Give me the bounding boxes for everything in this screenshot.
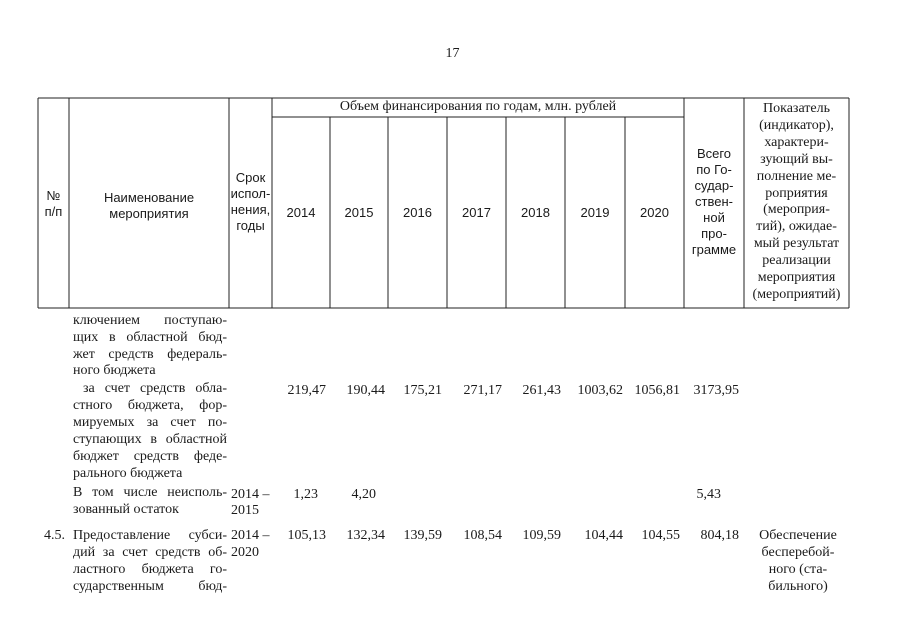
item-4-5-indicator: Обеспечение bbox=[759, 528, 837, 543]
item-4-5-indicator: бесперебой- bbox=[761, 545, 835, 560]
continuation-line: жет средств федераль- bbox=[73, 347, 227, 362]
regional-value-2017: 271,17 bbox=[463, 383, 502, 398]
header-year-2014: 2014 bbox=[286, 205, 316, 220]
item-4-5-line: ластного бюджета го- bbox=[73, 562, 227, 577]
item-4-5-value-2019: 104,44 bbox=[584, 528, 623, 543]
regional-line: мируемых за счет по- bbox=[73, 415, 227, 430]
header-year-2018: 2018 bbox=[521, 205, 550, 220]
regional-line: стного бюджета, фор- bbox=[73, 398, 227, 413]
regional-total: 3173,95 bbox=[693, 383, 739, 398]
regional-line: за счет средств обла- bbox=[83, 381, 227, 396]
item-4-5-term: 2014 – bbox=[231, 528, 270, 543]
regional-value-2019: 1003,62 bbox=[577, 383, 623, 398]
unused-value-2015: 4,20 bbox=[351, 487, 376, 502]
item-4-5-total: 804,18 bbox=[700, 528, 739, 543]
header-term: Срок испол- нения, годы bbox=[230, 170, 271, 233]
regional-line: рального бюджета bbox=[73, 466, 183, 481]
unused-term: 2015 bbox=[231, 503, 259, 518]
regional-line: ступающих в областной bbox=[73, 432, 227, 447]
continuation-line: ключением поступаю- bbox=[73, 313, 227, 328]
item-4-5-line: сударственным бюд- bbox=[73, 579, 227, 594]
item-4-5-value-2016: 139,59 bbox=[403, 528, 442, 543]
regional-value-2018: 261,43 bbox=[522, 383, 561, 398]
item-4-5-value-2015: 132,34 bbox=[346, 528, 385, 543]
item-4-5-value-2014: 105,13 bbox=[287, 528, 326, 543]
header-year-2016: 2016 bbox=[403, 205, 432, 220]
item-4-5-line: Предоставление субси- bbox=[73, 528, 227, 543]
header-year-2015: 2015 bbox=[344, 205, 374, 220]
continuation-line: ного бюджета bbox=[73, 363, 156, 378]
regional-value-2020: 1056,81 bbox=[634, 383, 680, 398]
regional-value-2016: 175,21 bbox=[403, 383, 442, 398]
regional-value-2015: 190,44 bbox=[346, 383, 385, 398]
unused-line: зованный остаток bbox=[73, 502, 179, 517]
continuation-line: щих в областной бюд- bbox=[73, 330, 227, 345]
page-number: 17 bbox=[445, 46, 460, 61]
unused-value-2014: 1,23 bbox=[293, 487, 318, 502]
header-name: Наименование мероприятия bbox=[103, 190, 195, 221]
item-4-5-indicator: бильного) bbox=[768, 579, 828, 594]
header-indicator: Показатель (индикатор), характери- зующий вы- полнение ме- роприятия (мероприя- тий), ожидае- мый результат реализации мероприятия (мероприятий) bbox=[752, 101, 841, 302]
unused-total: 5,43 bbox=[696, 487, 721, 502]
regional-line: бюджет средств феде- bbox=[73, 449, 227, 464]
unused-line: В том числе неисполь- bbox=[73, 485, 227, 500]
item-4-5-indicator: ного (ста- bbox=[768, 562, 828, 577]
unused-term: 2014 – bbox=[231, 487, 270, 502]
header-total: Всего по Го- судар- ствен- ной про- грамме bbox=[691, 146, 737, 257]
item-4-5-value-2017: 108,54 bbox=[463, 528, 502, 543]
header-financing-title: Объем финансирования по годам, млн. рублей bbox=[339, 99, 617, 114]
item-4-5-value-2018: 109,59 bbox=[522, 528, 561, 543]
header-number: № п/п bbox=[44, 188, 63, 219]
regional-value-2014: 219,47 bbox=[287, 383, 326, 398]
header-year-2020: 2020 bbox=[640, 205, 669, 220]
item-4-5-number: 4.5. bbox=[44, 528, 65, 543]
header-year-2017: 2017 bbox=[462, 205, 491, 220]
item-4-5-term: 2020 bbox=[231, 545, 259, 560]
header-year-2019: 2019 bbox=[580, 205, 610, 220]
item-4-5-value-2020: 104,55 bbox=[641, 528, 680, 543]
item-4-5-line: дий за счет средств об- bbox=[73, 545, 227, 560]
